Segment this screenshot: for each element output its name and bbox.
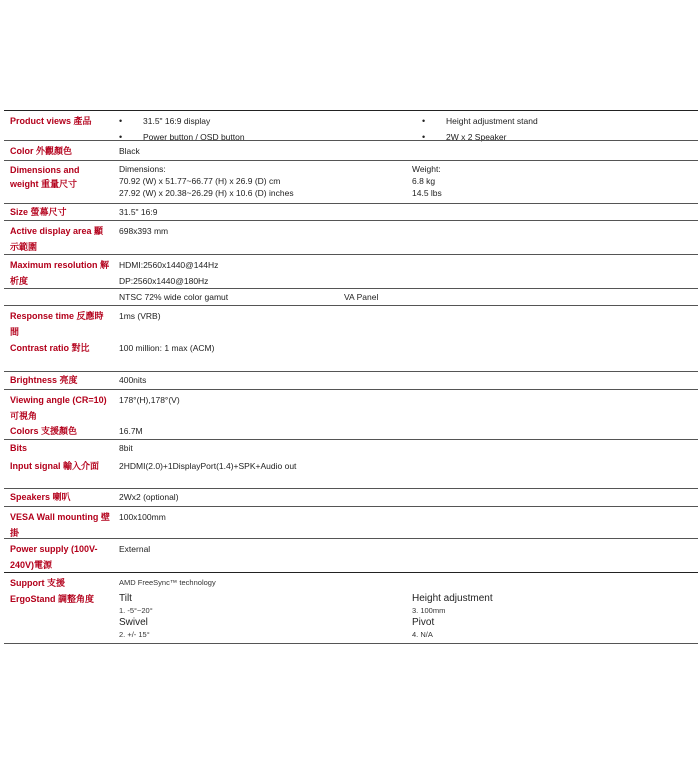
value-input: 2HDMI(2.0)+1DisplayPort(1.4)+SPK+Audio out xyxy=(119,461,297,471)
ergo-pivot-value: 4. N/A xyxy=(412,630,433,639)
row-resolution xyxy=(4,254,698,288)
row-vesa xyxy=(4,506,698,538)
row-bits xyxy=(4,439,698,456)
value-panel: VA Panel xyxy=(344,292,379,302)
row-dimensions xyxy=(4,160,698,203)
value-resolution-dp: DP:2560x1440@180Hz xyxy=(119,276,209,286)
ergo-swivel: Swivel xyxy=(119,617,148,628)
value-viewing: 178°(H),178°(V) xyxy=(119,395,180,405)
ergo-tilt-value: 1. -5°~20° xyxy=(119,606,153,615)
row-product-views xyxy=(4,110,698,140)
dimensions-inches: 27.92 (W) x 20.38~26.29 (H) x 10.6 (D) inches xyxy=(119,188,294,198)
label-size: Size 螢幕尺寸 xyxy=(10,207,67,217)
dimensions-title: Dimensions: xyxy=(119,164,166,174)
label-contrast: Contrast ratio 對比 xyxy=(10,343,90,353)
value-color: Black xyxy=(119,146,140,156)
ergo-height: Height adjustment xyxy=(412,593,493,604)
spec-table xyxy=(4,110,698,644)
label-dimensions: Dimensions and weight 重量尺寸 xyxy=(10,165,80,189)
value-brightness: 400nits xyxy=(119,375,147,385)
row-speakers xyxy=(4,488,698,506)
weight-title: Weight: xyxy=(412,164,441,174)
label-response: Response time 反應時間 xyxy=(10,311,104,337)
ergo-pivot: Pivot xyxy=(412,617,435,628)
label-viewing: Viewing angle (CR=10)可視角 xyxy=(10,395,107,421)
ergo-tilt: Tilt xyxy=(119,593,132,604)
row-gamut xyxy=(4,288,698,305)
row-active-area xyxy=(4,220,698,254)
label-brightness: Brightness 亮度 xyxy=(10,375,78,385)
label-active-area: Active display area 顯示範圍 xyxy=(10,226,104,252)
label-vesa: VESA Wall mounting 壁掛 xyxy=(10,512,110,538)
row-brightness xyxy=(4,371,698,389)
value-active-area: 698x393 mm xyxy=(119,226,169,236)
ergo-height-value: 3. 100mm xyxy=(412,606,446,615)
value-support: AMD FreeSync™ technology xyxy=(119,578,216,587)
row-size xyxy=(4,203,698,220)
value-power: External xyxy=(119,544,151,554)
label-input: Input signal 輸入介面 xyxy=(10,461,99,471)
row-contrast xyxy=(4,338,698,371)
value-resolution-hdmi: HDMI:2560x1440@144Hz xyxy=(119,260,219,270)
value-vesa: 100x100mm xyxy=(119,512,166,522)
dimensions-cm: 70.92 (W) x 51.77~66.77 (H) x 26.9 (D) cm xyxy=(119,176,281,186)
value-bits: 8bit xyxy=(119,443,133,453)
label-support: Support 支援 xyxy=(10,578,65,588)
ergo-swivel-value: 2. +/- 15° xyxy=(119,630,150,639)
weight-lbs: 14.5 lbs xyxy=(412,188,442,198)
label-product-views: Product views 產品 xyxy=(10,116,92,126)
label-speakers: Speakers 喇叭 xyxy=(10,492,71,502)
value-colors: 16.7M xyxy=(119,426,143,436)
label-ergostand: ErgoStand 調整角度 xyxy=(10,594,95,604)
row-viewing xyxy=(4,389,698,423)
value-speakers: 2Wx2 (optional) xyxy=(119,492,179,502)
row-support xyxy=(4,572,698,644)
value-size: 31.5" 16:9 xyxy=(119,207,158,217)
weight-kg: 6.8 kg xyxy=(412,176,436,186)
label-power: Power supply (100V-240V)電源 xyxy=(10,544,98,570)
list-item: • 31.5" 16:9 display xyxy=(119,113,245,129)
list-item: • Height adjustment stand xyxy=(422,113,538,129)
row-colors xyxy=(4,423,698,439)
value-contrast: 100 million: 1 max (ACM) xyxy=(119,343,215,353)
label-resolution: Maximum resolution 解析度 xyxy=(10,260,110,286)
row-color xyxy=(4,140,698,160)
row-input xyxy=(4,456,698,488)
label-bits: Bits xyxy=(10,443,28,453)
label-color: Color 外觀顏色 xyxy=(10,146,72,156)
list-item: • Power button / OSD button xyxy=(119,129,245,145)
list-item: • 2W x 2 Speaker xyxy=(422,129,538,145)
row-response xyxy=(4,305,698,338)
value-response: 1ms (VRB) xyxy=(119,311,161,321)
value-gamut: NTSC 72% wide color gamut xyxy=(119,292,229,302)
row-power xyxy=(4,538,698,572)
label-colors: Colors 支援顏色 xyxy=(10,426,78,436)
